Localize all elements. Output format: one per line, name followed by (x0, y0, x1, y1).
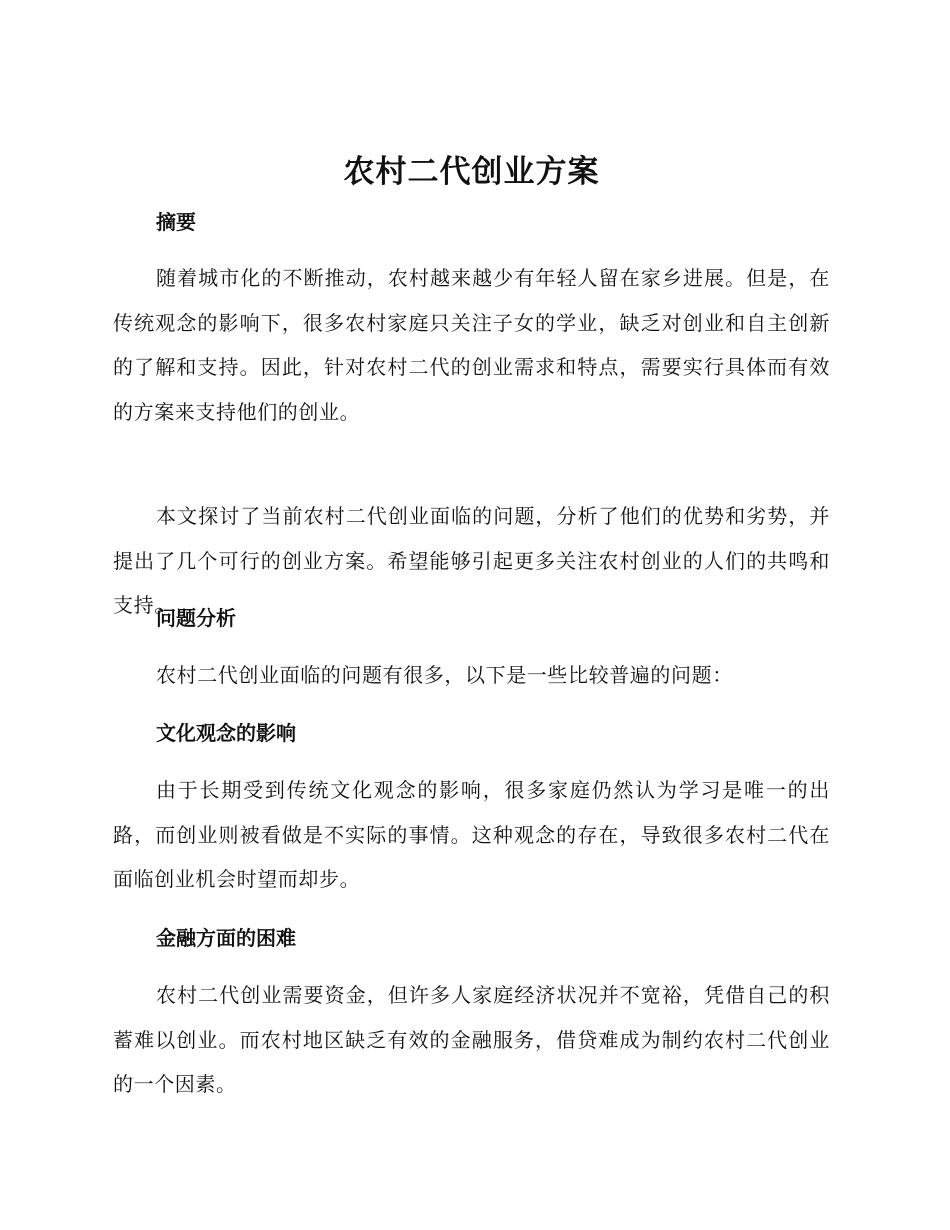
section-heading-cultural-influence: 文化观念的影响 (156, 721, 296, 745)
section-heading-problem-analysis: 问题分析 (156, 606, 236, 630)
document-title: 农村二代创业方案 (343, 154, 600, 190)
problem-analysis-paragraph: 农村二代创业面临的问题有很多，以下是一些比较普遍的问题： (156, 663, 733, 687)
section-heading-abstract: 摘要 (156, 210, 196, 234)
cultural-influence-paragraph: 由于长期受到传统文化观念的影响，很多家庭仍然认为学习是唯一的出路，而创业则被看做是不实际的事情。这种观念的存在，导致很多农村二代在面临创业机会时望而却步。 (113, 778, 830, 891)
abstract-paragraph-1: 随着城市化的不断推动，农村越来越少有年轻人留在家乡进展。但是，在传统观念的影响下，很多农村家庭只关注子女的学业，缺乏对创业和自主创新的了解和支持。因此，针对农村二代的创业需求和特点，需要实行具体而有效的方案来支持他们的创业。 (113, 266, 830, 424)
section-heading-financial-difficulty: 金融方面的困难 (156, 926, 296, 950)
financial-difficulty-paragraph: 农村二代创业需要资金，但许多人家庭经济状况并不宽裕，凭借自己的积蓄难以创业。而农村地区缺乏有效的金融服务，借贷难成为制约农村二代创业的一个因素。 (113, 983, 830, 1096)
abstract-paragraph-2: 本文探讨了当前农村二代创业面临的问题，分析了他们的优势和劣势，并提出了几个可行的创业方案。希望能够引起更多关注农村创业的人们的共鸣和支持。 (113, 504, 830, 617)
